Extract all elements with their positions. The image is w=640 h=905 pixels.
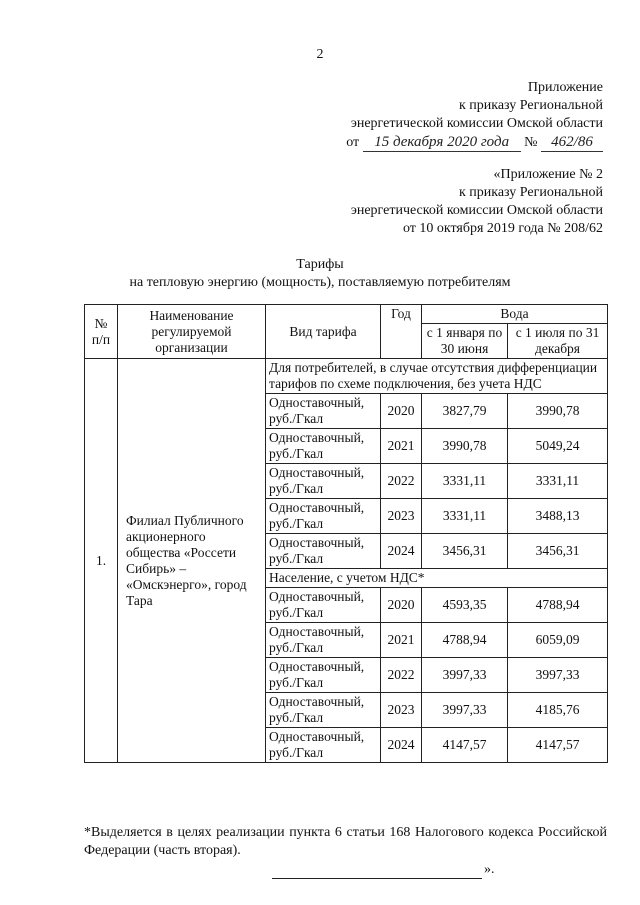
header-tariff-type: Вид тарифа [266, 305, 381, 359]
value-h2-cell: 3990,78 [508, 394, 608, 429]
value-h2-cell: 4788,94 [508, 588, 608, 623]
year-cell: 2022 [381, 464, 422, 499]
appendix2-line3: энергетической комиссии Омской области [350, 203, 603, 218]
year-cell: 2024 [381, 534, 422, 569]
header-num: № п/п [85, 305, 118, 359]
tariff-type-cell: Одноставочный, руб./Гкал [266, 534, 381, 569]
header-period2: с 1 июля по 31 декабря [508, 324, 608, 359]
section-row [85, 359, 608, 394]
closing-quote: ». [484, 862, 495, 877]
footnote: *Выделяется в целях реализации пункта 6 статьи 168 Налогового кодекса Российской Федерации (часть вторая). [84, 825, 607, 858]
header-organization: Наименование регулируемой организации [118, 305, 266, 359]
document-title [0, 256, 640, 292]
value-h2-cell: 5049,24 [508, 429, 608, 464]
page-number: 2 [316, 47, 324, 62]
appendix-line1: Приложение [527, 80, 603, 95]
row-number: 1. [85, 359, 118, 763]
header-year: Год [381, 305, 422, 359]
title-line2: на тепловую энергию (мощность), поставляемую потребителям [129, 275, 511, 290]
tariff-type-cell: Одноставочный, руб./Гкал [266, 394, 381, 429]
tariff-type-cell: Одноставочный, руб./Гкал [266, 499, 381, 534]
appendix2-header [351, 166, 603, 238]
header-period1: с 1 января по 30 июня [422, 324, 508, 359]
appendix2-line1: «Приложение № 2 [493, 167, 603, 182]
number-label: № [524, 135, 538, 150]
value-h1-cell: 3997,33 [422, 658, 508, 693]
tariff-type-cell: Одноставочный, руб./Гкал [266, 588, 381, 623]
section-title: Для потребителей, в случае отсутствия дифференциации тарифов по схеме подключения, без учета НДС [266, 359, 608, 394]
title-line1: Тарифы [296, 257, 344, 272]
value-h1-cell: 4593,35 [422, 588, 508, 623]
year-cell: 2020 [381, 588, 422, 623]
appendix-line3: энергетической комиссии Омской области [350, 116, 603, 131]
handwritten-number: 462/86 [541, 133, 603, 152]
year-cell: 2023 [381, 693, 422, 728]
section-title: Население, с учетом НДС* [266, 569, 608, 588]
tariff-type-cell: Одноставочный, руб./Гкал [266, 728, 381, 763]
tariff-type-cell: Одноставочный, руб./Гкал [266, 429, 381, 464]
from-label: от [346, 135, 360, 150]
tariff-type-cell: Одноставочный, руб./Гкал [266, 658, 381, 693]
value-h1-cell: 3827,79 [422, 394, 508, 429]
value-h2-cell: 4147,57 [508, 728, 608, 763]
appendix2-line2: к приказу Региональной [458, 185, 603, 200]
value-h1-cell: 3456,31 [422, 534, 508, 569]
value-h1-cell: 4788,94 [422, 623, 508, 658]
value-h2-cell: 4185,76 [508, 693, 608, 728]
year-cell: 2020 [381, 394, 422, 429]
value-h2-cell: 3488,13 [508, 499, 608, 534]
value-h2-cell: 3331,11 [508, 464, 608, 499]
value-h1-cell: 3331,11 [422, 464, 508, 499]
year-cell: 2024 [381, 728, 422, 763]
tariff-type-cell: Одноставочный, руб./Гкал [266, 693, 381, 728]
value-h2-cell: 3456,31 [508, 534, 608, 569]
handwritten-date: 15 декабря 2020 года [363, 133, 521, 152]
header-water: Вода [422, 305, 608, 324]
appendix-date-line [346, 133, 603, 152]
value-h1-cell: 3997,33 [422, 693, 508, 728]
tariff-table [84, 304, 608, 763]
value-h1-cell: 3331,11 [422, 499, 508, 534]
signature-line [272, 877, 482, 879]
year-cell: 2022 [381, 658, 422, 693]
appendix-header [346, 79, 603, 152]
organization-name: Филиал Публичного акционерного общества «Россети Сибирь» – «Омскэнерго», город Тара [118, 359, 266, 763]
value-h2-cell: 6059,09 [508, 623, 608, 658]
value-h1-cell: 3990,78 [422, 429, 508, 464]
tariff-type-cell: Одноставочный, руб./Гкал [266, 464, 381, 499]
value-h2-cell: 3997,33 [508, 658, 608, 693]
appendix2-line4: от 10 октября 2019 года № 208/62 [402, 221, 603, 236]
value-h1-cell: 4147,57 [422, 728, 508, 763]
year-cell: 2021 [381, 623, 422, 658]
appendix-line2: к приказу Региональной [458, 98, 603, 113]
year-cell: 2021 [381, 429, 422, 464]
table-header-row [85, 305, 608, 324]
tariff-type-cell: Одноставочный, руб./Гкал [266, 623, 381, 658]
year-cell: 2023 [381, 499, 422, 534]
